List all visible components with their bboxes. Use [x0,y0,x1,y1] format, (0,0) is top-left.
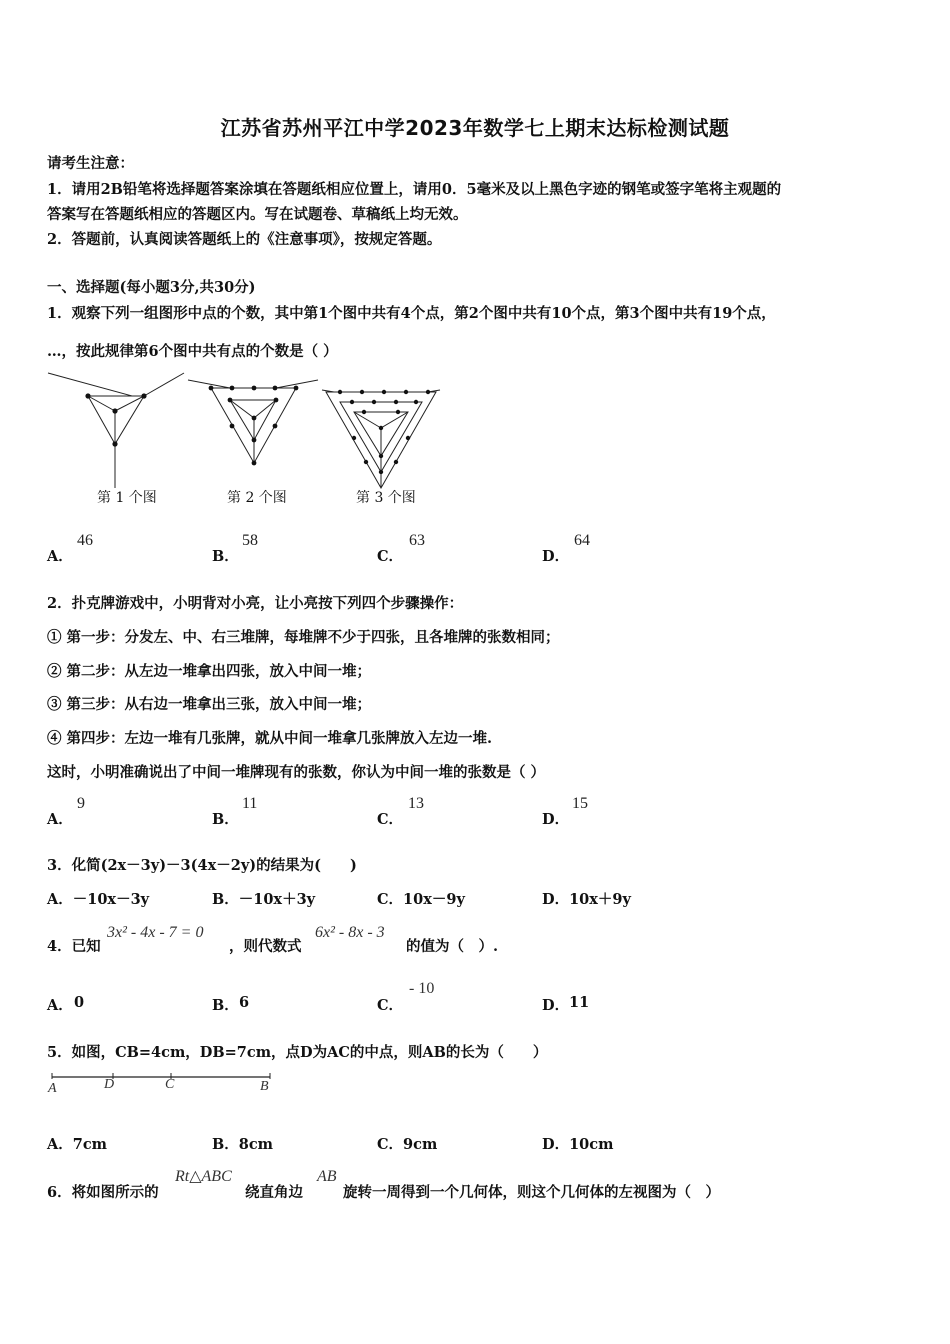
q3-option-b: B．－10x＋3y [212,891,316,908]
q5-stem: 5．如图，CB=4cm，DB=7cm，点D为AC的中点，则AB的长为（ ） [47,1044,548,1061]
q4-option-c-letter: C． [377,997,404,1014]
q1-option-d-value: 64 [574,532,590,549]
q5-point-a: A [48,1081,57,1096]
q4-expression-2: 6x² - 8x - 3 [315,924,385,941]
q6-expression-1: Rt△ABC [175,1168,232,1185]
q2-option-d-letter: D． [542,811,570,828]
q6-middle: 绕直角边 [245,1184,303,1201]
q6-suffix: 旋转一周得到一个几何体，则这个几何体的左视图为（ ） [343,1184,720,1201]
q5-option-d: D．10cm [542,1136,614,1153]
q2-option-d-value: 15 [572,795,588,812]
q1-option-a-value: 46 [77,532,93,549]
q2-step-4: ④ 第四步：左边一堆有几张牌，就从中间一堆拿几张牌放入左边一堆. [47,730,493,747]
q4-option-d-value: 11 [569,994,590,1011]
q1-option-b-letter: B． [212,548,239,565]
q2-step-2: ② 第二步：从左边一堆拿出四张，放入中间一堆； [47,663,372,680]
q2-line-2: 这时，小明准确说出了中间一堆牌现有的张数，你认为中间一堆的张数是（ ） [47,764,546,781]
q2-step-1: ① 第一步：分发左、中、右三堆牌，每堆牌不少于四张，且各堆牌的张数相同； [47,629,560,646]
q1-option-c-letter: C． [377,548,404,565]
q2-step-3: ③ 第三步：从右边一堆拿出三张，放入中间一堆； [47,696,372,713]
q5-point-c: C [165,1077,175,1092]
q3-option-d: D．10x＋9y [542,891,631,908]
q4-option-a-letter: A． [47,997,73,1014]
q4-option-b-value: 6 [239,994,250,1011]
q2-option-c-value: 13 [408,795,424,812]
q5-point-b: B [260,1079,269,1094]
q3-stem: 3．化简(2x－3y)－3(4x－2y)的结果为( ) [47,857,357,874]
page-title: 江苏省苏州平江中学2023年数学七上期末达标检测试题 [220,116,730,140]
q5-point-d: D [104,1077,115,1092]
section-heading: 一、选择题(每小题3分,共30分) [47,279,256,296]
q2-line-1: 2．扑克牌游戏中，小明背对小亮，让小亮按下列四个步骤操作： [47,595,464,612]
q5-option-b: B．8cm [212,1136,274,1153]
q2-option-b-letter: B． [212,811,239,828]
q6-expression-2: AB [317,1168,337,1185]
q4-middle: ，则代数式 [229,938,302,955]
q2-option-a-value: 9 [77,795,85,812]
q1-fig-label-3: 第 3 个图 [356,490,416,506]
q1-fig-label-2: 第 2 个图 [227,490,287,506]
q3-option-c: C．10x－9y [377,891,465,908]
q1-option-c-value: 63 [409,532,425,549]
q3-option-a: A．－10x－3y [47,891,150,908]
notice-line-3: 2．答题前，认真阅读答题纸上的《注意事项》，按规定答题。 [47,231,442,248]
q5-option-c: C．9cm [377,1136,438,1153]
q4-option-a-value: 0 [74,994,85,1011]
q1-option-b-value: 58 [242,532,258,549]
q4-option-c-value: - 10 [409,980,435,997]
q4-option-d-letter: D． [542,997,570,1014]
q1-fig-label-1: 第 1 个图 [97,490,157,506]
notice-line-2: 答案写在答题纸相应的答题区内。写在试题卷、草稿纸上均无效。 [47,206,468,223]
q1-option-a-letter: A． [47,548,73,565]
q2-option-c-letter: C． [377,811,404,828]
q6-prefix: 6．将如图所示的 [47,1184,159,1201]
q2-option-b-value: 11 [242,795,258,812]
q1-option-d-letter: D． [542,548,570,565]
q5-option-a: A．7cm [47,1136,108,1153]
notice-heading: 请考生注意： [47,155,134,172]
notice-line-1: 1．请用2B铅笔将选择题答案涂填在答题纸相应位置上，请用0．5毫米及以上黑色字迹的钢笔或签字笔将主观题的 [47,181,782,198]
q5-segment-figure [44,1070,284,1102]
q4-expression-1: 3x² - 4x - 7 = 0 [107,924,204,941]
q4-prefix: 4．已知 [47,938,101,955]
q1-line-2: …，按此规律第6个图中共有点的个数是（ ） [47,343,338,360]
q4-option-b-letter: B． [212,997,239,1014]
q1-line-1: 1．观察下列一组图形中点的个数，其中第1个图中共有4个点，第2个图中共有10个点，第3个图中共有19个点， [47,305,776,322]
q2-option-a-letter: A． [47,811,73,828]
q4-suffix: 的值为（ ）. [406,938,499,955]
